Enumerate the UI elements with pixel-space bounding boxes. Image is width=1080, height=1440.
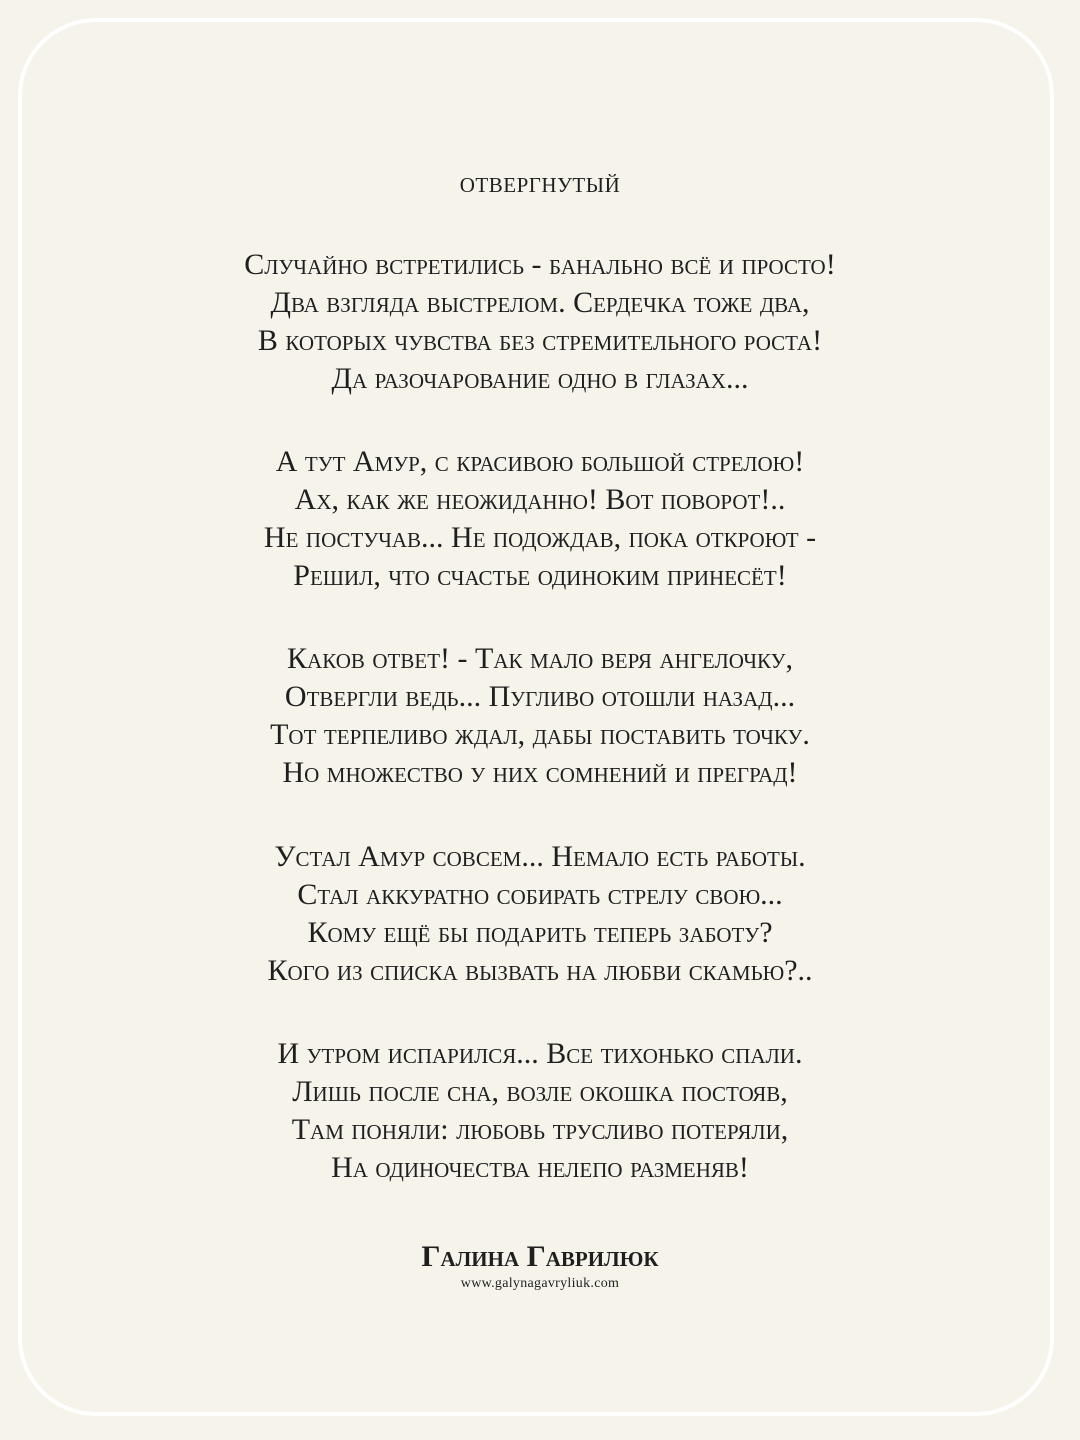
poem-line: Решил, что счастье одиноким принесёт!: [293, 559, 787, 592]
poem-title: отвергнутый: [459, 166, 621, 199]
stanza-4: [0, 838, 1080, 990]
stanza-3: [0, 640, 1080, 792]
poem-line: И утром испарился... Все тихонько спали.: [277, 1037, 803, 1070]
stanza-2: [0, 443, 1080, 595]
poem-line: Два взгляда выстрелом. Сердечка тоже два,: [270, 286, 810, 319]
poem-line: Устал Амур совсем... Немало есть работы.: [274, 840, 806, 873]
stanza-5: [0, 1035, 1080, 1187]
poem-line: Кого из списка вызвать на любви скамью?..: [267, 954, 813, 987]
poem-line: В которых чувства без стремительного роста!: [257, 324, 823, 357]
poem-line: Лишь после сна, возле окошка постояв,: [292, 1075, 788, 1108]
poem-line: Там поняли: любовь трусливо потеряли,: [291, 1113, 789, 1146]
poem-line: Отвергли ведь... Пугливо отошли назад...: [284, 680, 796, 713]
poem-line: На одиночества нелепо разменяв!: [331, 1151, 749, 1184]
poem-line: Но множество у них сомнений и преград!: [282, 756, 798, 789]
poem-line: Каков ответ! - Так мало веря ангелочку,: [287, 642, 793, 675]
poem-line: Тот терпеливо ждал, дабы поставить точку.: [270, 718, 810, 751]
stanza-1: [0, 246, 1080, 398]
poem-line: Ах, как же неожиданно! Вот поворот!..: [294, 483, 786, 516]
poem-line: Не постучав... Не подождав, пока откроют -: [263, 521, 817, 554]
poem-line: Стал аккуратно собирать стрелу свою...: [297, 878, 783, 911]
author-name: Галина Гаврилюк: [421, 1240, 659, 1273]
poem-line: Кому ещё бы подарить теперь заботу?: [307, 916, 773, 949]
poem-line: А тут Амур, с красивою большой стрелою!: [275, 445, 805, 478]
poem-line: Да разочарование одно в глазах...: [331, 362, 749, 395]
poem-line: Случайно встретились - банально всё и просто!: [244, 248, 836, 281]
author-website[interactable]: www.galynagavryliuk.com: [460, 1276, 620, 1291]
